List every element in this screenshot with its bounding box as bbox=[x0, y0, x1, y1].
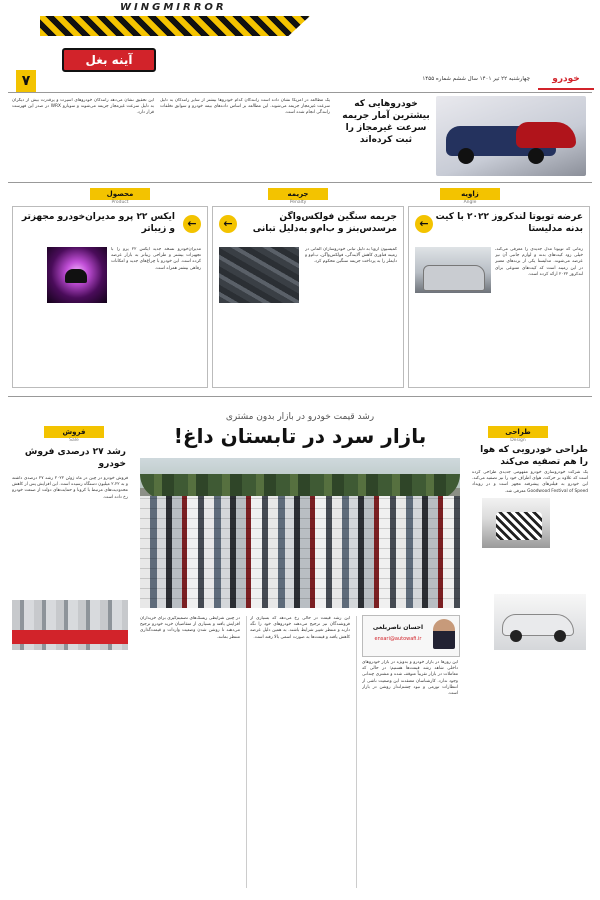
main-headline: بازار سرد در تابستان داغ! bbox=[173, 424, 427, 448]
factory-photo bbox=[12, 600, 128, 650]
byline-box bbox=[362, 615, 460, 657]
logo-underline bbox=[538, 88, 594, 90]
section-tag-penalty: جریمه Penalty bbox=[268, 188, 328, 205]
sale-article-text: فروش خودرو در چین در ماه ژوئن ۲۰۲۲ رشد ۲۷ درصدی داشته و به ۲.۲۲ میلیون دستگاه رسیده است. این افزایش پس از کاهش محدودیت‌های مرتبط با کرونا و حمایت‌های دولت از صنعت خودرو رخ داده است. bbox=[12, 476, 128, 500]
x22-interior-photo bbox=[47, 247, 107, 303]
main-kicker: رشد قیمت خودرو در بازار بدون مشتری bbox=[225, 412, 375, 422]
arrow-icon: ← bbox=[415, 215, 433, 233]
column-rule bbox=[246, 616, 247, 888]
article-text: مدیران‌خودرو نسخه جدید ایکس ۲۲ پرو را با تجهیزات بیشتر و طراحی زیباتر به بازار عرضه کرده است. این خودرو با چراغ‌های جدید و امکانات رفاهی بیشتر همراه است. bbox=[111, 247, 201, 271]
article-title: عرضه تویوتا لندکروز ۲۰۲۲ با کیت بدنه مدلیستا bbox=[435, 212, 583, 234]
column-rule bbox=[356, 616, 357, 888]
main-text-col3: در چنین شرایطی ریسک‌های تصمیم‌گیری برای خریداران افزایش یافته و بسیاری از متقاضیان خرید خودرو ترجیح می‌دهند تا روشن شدن وضعیت واردات و قیمت‌گذاری منتظر بمانند. bbox=[140, 616, 240, 640]
divider bbox=[8, 92, 592, 93]
section-title: آینه بغل bbox=[62, 48, 156, 72]
car-market-photo bbox=[140, 458, 460, 608]
newspaper-logo: خودرو bbox=[552, 74, 580, 84]
article-card-landcruiser bbox=[408, 206, 590, 388]
author-name: احسان ناصربلغی bbox=[372, 624, 424, 631]
article-card-x22-pro bbox=[12, 206, 208, 388]
top-story-text-right: یک مطالعه در آمریکا نشان داده است رانندگان کدام خودروها بیشتر از سایر رانندگان به دلیل سرعت غیرمجاز جریمه می‌شوند. این مطالعه بر اساس داده‌های بیمه خودرو و سوابق تخلفات رانندگی انجام شده است. bbox=[160, 98, 330, 116]
masthead-stripe bbox=[40, 16, 310, 36]
main-text-col2: این رشد قیمت در حالی رخ می‌دهد که بسیاری از فروشندگان نیز ترجیح می‌دهند خودروهای خود را نگه دارند و منتظر تغییر شرایط باشند. به همین دلیل عرضه کاهش یافته و قیمت‌ها به صورت اسمی بالا رفته است. bbox=[250, 616, 350, 640]
author-avatar bbox=[433, 619, 455, 649]
top-story-photo bbox=[436, 96, 586, 176]
page-number: ۷ bbox=[16, 70, 36, 92]
top-story-title: خودروهایی که بیشترین آمار جریمه سرعت غیرمجاز را ثبت کرده‌اند bbox=[342, 99, 430, 145]
article-text: کمیسیون اروپا به دلیل تبانی خودروسازان آلمانی در زمینه فناوری کاهش آلایندگی، فولکس‌واگن، ب‌ام‌و و دایملر را به پرداخت جریمه سنگین محکوم کرد. bbox=[305, 247, 397, 265]
author-email[interactable]: ensari@autowafi.ir bbox=[374, 636, 422, 642]
arrow-icon: ← bbox=[219, 215, 237, 233]
section-tag-product: محصول Product bbox=[90, 188, 150, 205]
article-card-vw-penalty bbox=[212, 206, 404, 388]
sale-article-title: رشد ۲۷ درصدی فروش خودرو bbox=[24, 447, 126, 469]
section-tag-design: طراحی Design bbox=[488, 426, 548, 443]
engine-photo bbox=[219, 247, 299, 303]
article-text: زمانی که تویوتا مدل جدیدی را معرفی می‌کند، خیلی زود کیت‌های بدنه و لوازم جانبی آن نیز عرضه می‌شوند. مدلیستا یکی از برندهای معتبر در این زمینه است که کیت‌های متنوعی برای لندکروز ۲۰۲۲ ارائه کرده است. bbox=[495, 247, 583, 277]
divider bbox=[8, 396, 592, 397]
design-article-title: طراحی خودرویی که هوا را هم تصفیه می‌کند bbox=[480, 445, 588, 467]
arrow-icon: ← bbox=[183, 215, 201, 233]
main-text-col1: این روزها در بازار خودرو و به‌ویژه در بازار خودروهای داخلی شاهد رشد قیمت‌ها هستیم؛ در حالی که معاملات در بازار تقریباً متوقف شده و مشتری چندانی وجود ندارد. کارشناسان معتقدند این وضعیت ناشی از انتظارات تورمی و نبود چشم‌انداز روشن در بازار است. bbox=[362, 660, 458, 697]
wingmirror-label: WINGMIRROR bbox=[120, 2, 227, 13]
design-article-text: یک شرکت خودروسازی خودرو مفهومی جدیدی طراحی کرده است که علاوه بر حرکت، هوای اطراف خود را نیز تصفیه می‌کند. این خودرو به فیلترهای پیشرفته مجهز است و در رویداد Goodwood Festival of Speed معرفی شد. bbox=[472, 470, 588, 494]
top-story-text-left: این تحقیق نشان می‌دهد رانندگان خودروهای اسپرت و پرقدرت بیش از دیگران به دلیل سرعت غیرمجاز جریمه می‌شوند و سوبارو WRX در صدر این فهرست قرار دارد. bbox=[12, 98, 154, 116]
article-title: ایکس ۲۲ پرو مدیران‌خودرو مجهزتر و زیباتر bbox=[21, 212, 175, 234]
article-title: جریمه سنگین فولکس‌واگن مرسدس‌بنز و ب‌ام‌و به‌دلیل تبانی bbox=[252, 212, 397, 234]
divider bbox=[8, 182, 592, 183]
landcruiser-photo bbox=[415, 247, 491, 293]
issue-line: چهارشنبه ۲۲ تیر ۱۴۰۱ سال ششم شماره ۱۴۵۵ bbox=[422, 76, 530, 82]
section-tag-angle: زاویه Angle bbox=[440, 188, 500, 205]
section-tag-sale: فروش Sale bbox=[44, 426, 104, 443]
